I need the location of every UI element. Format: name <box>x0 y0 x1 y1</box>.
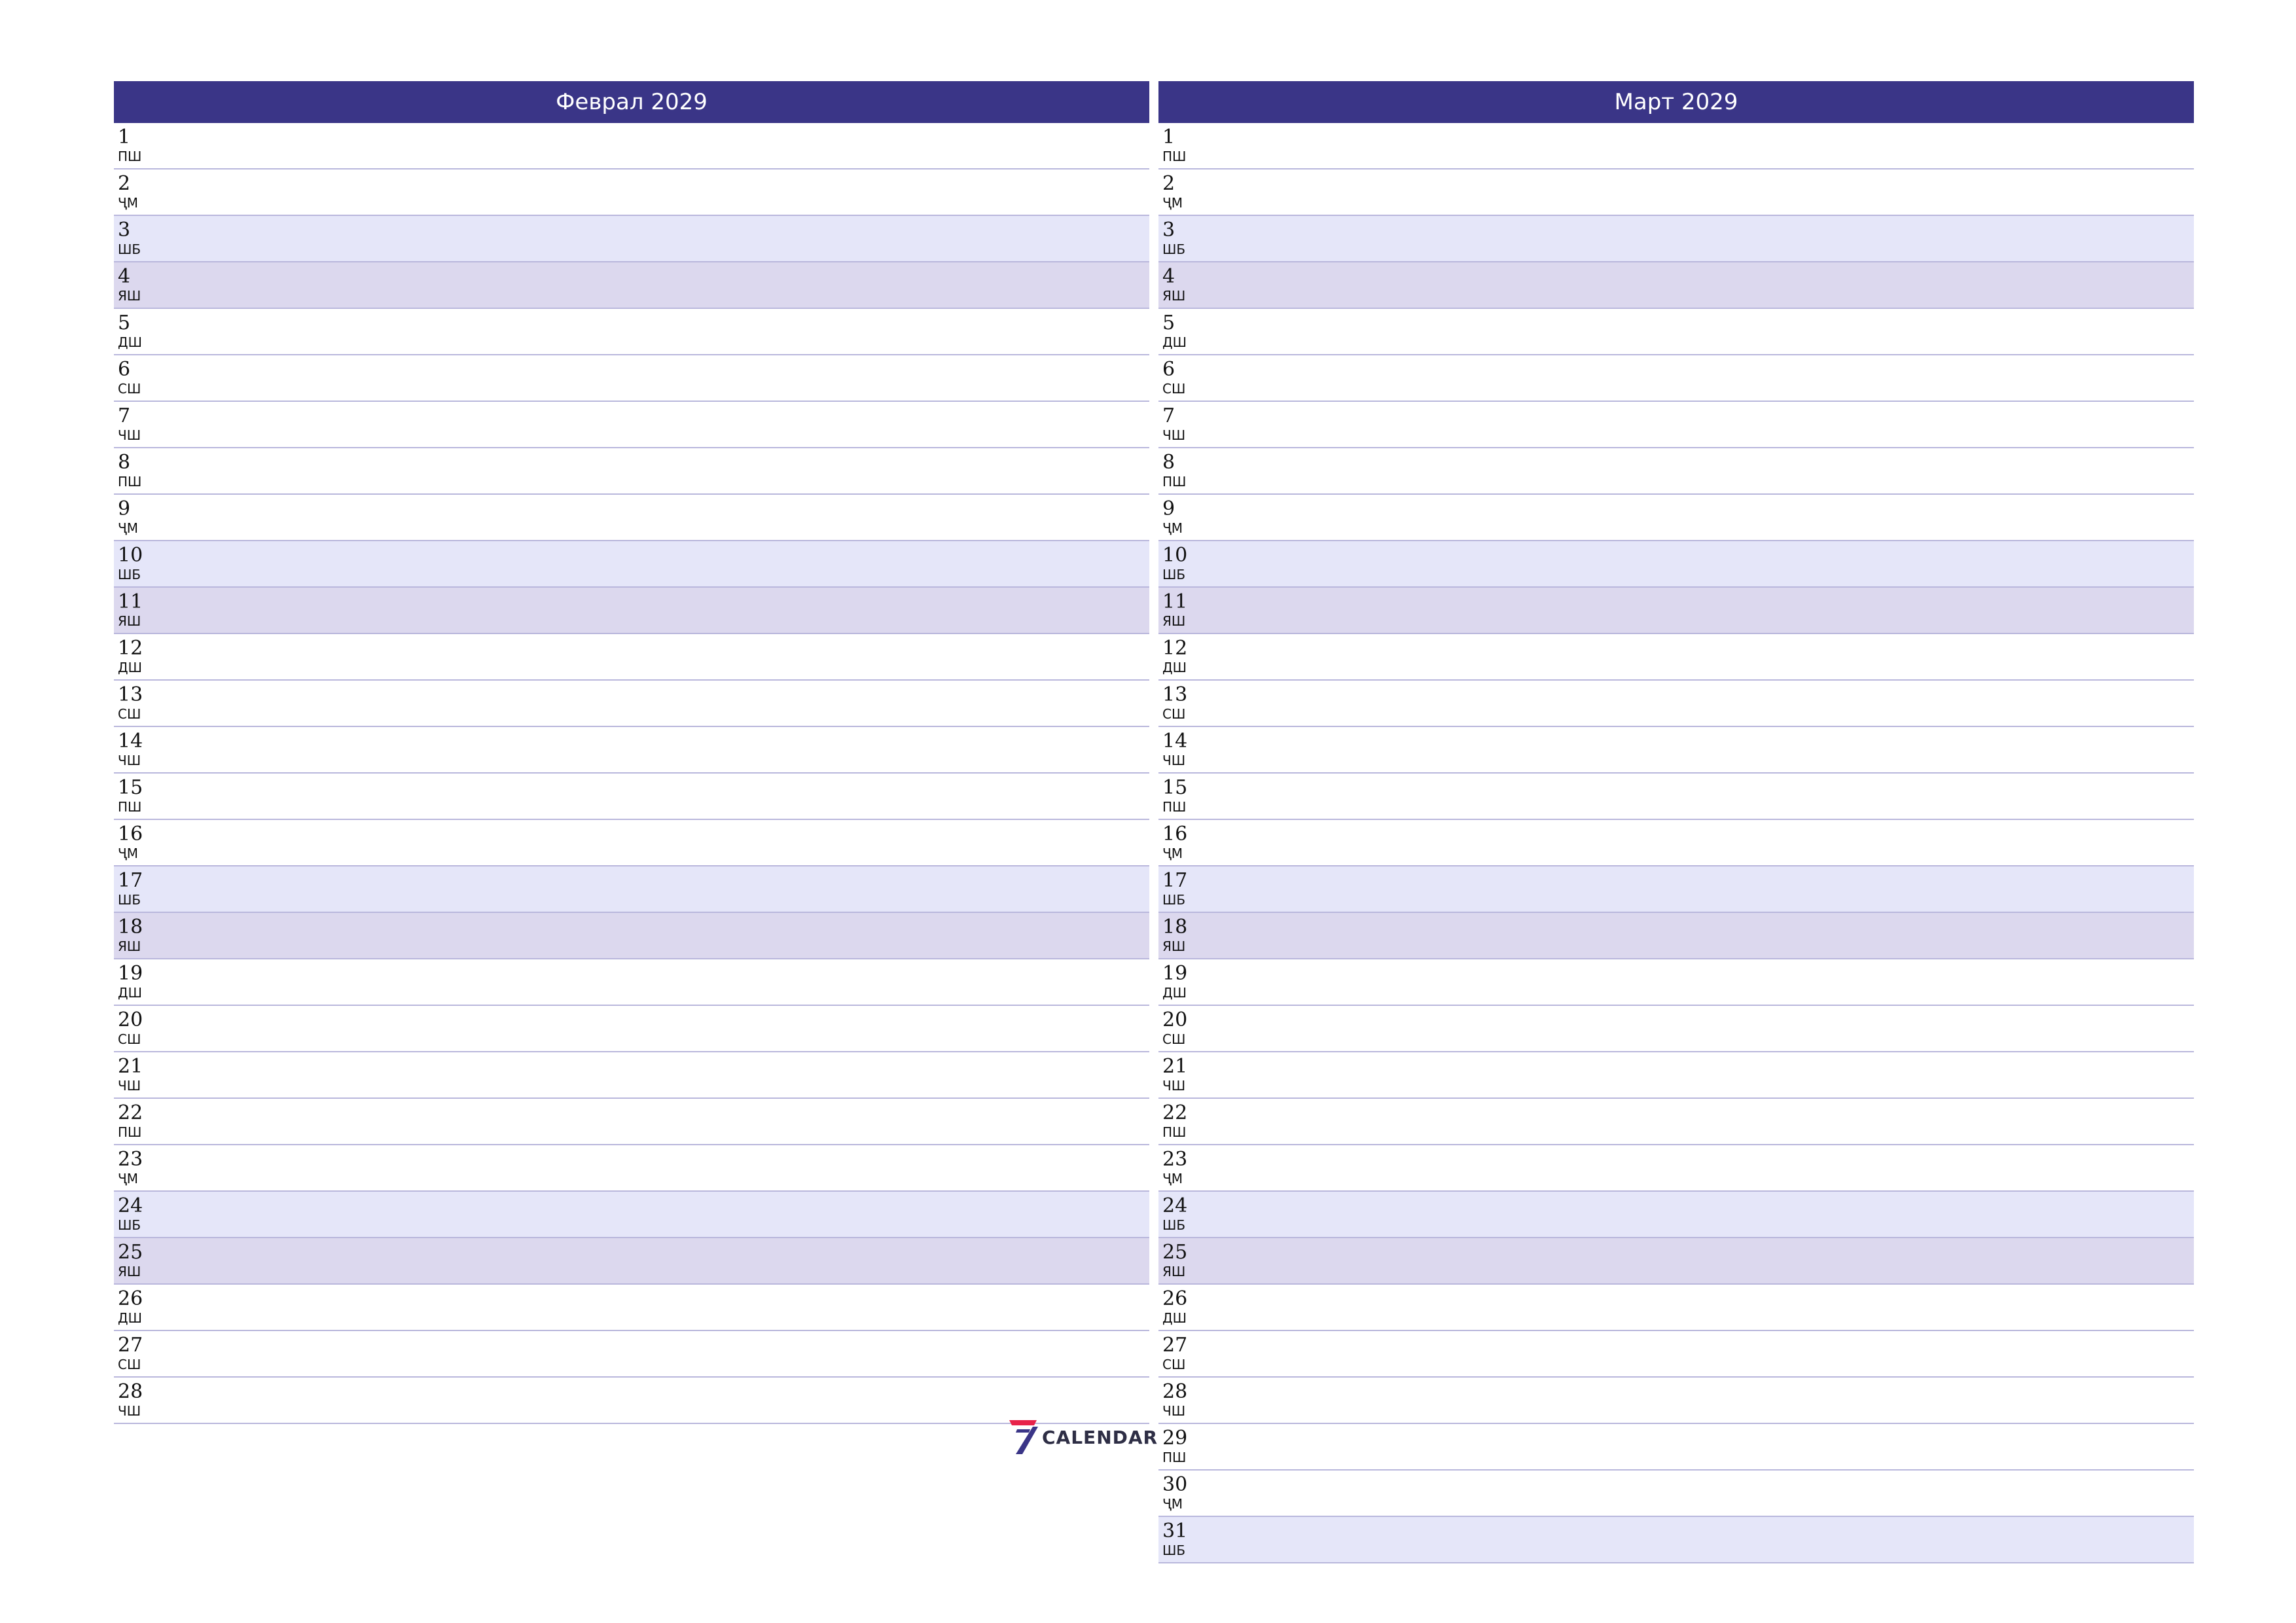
day-row <box>114 216 1149 262</box>
day-row <box>1158 1052 2194 1099</box>
day-number: 20 <box>118 1008 143 1031</box>
day-number: 30 <box>1162 1473 1188 1496</box>
day-row <box>1158 216 2194 262</box>
weekday-abbr: ЧШ <box>118 753 141 768</box>
day-number: 27 <box>118 1334 143 1357</box>
weekday-abbr: ШБ <box>118 241 141 257</box>
day-row <box>1158 1192 2194 1238</box>
day-number: 5 <box>118 312 131 334</box>
day-number: 26 <box>1162 1287 1188 1310</box>
day-row <box>114 1145 1149 1192</box>
day-number: 19 <box>118 962 143 985</box>
weekday-abbr: ПШ <box>1162 149 1187 164</box>
weekday-abbr: ЯШ <box>118 288 141 304</box>
day-row <box>1158 959 2194 1006</box>
day-number: 8 <box>1162 451 1175 474</box>
day-number: 1 <box>1162 126 1175 149</box>
day-number: 29 <box>1162 1427 1188 1450</box>
day-row <box>1158 262 2194 309</box>
day-number: 12 <box>118 637 143 660</box>
day-number: 22 <box>118 1101 143 1124</box>
day-row <box>1158 448 2194 495</box>
day-row <box>1158 913 2194 959</box>
day-number: 16 <box>118 823 143 846</box>
day-number: 25 <box>118 1241 143 1264</box>
day-row <box>1158 1517 2194 1563</box>
day-number: 1 <box>118 126 131 149</box>
day-number: 4 <box>1162 265 1175 288</box>
day-row <box>1158 1285 2194 1331</box>
day-row <box>114 402 1149 448</box>
brand-name: CALENDAR <box>1042 1426 1158 1448</box>
month-title: Март 2029 <box>1158 81 2194 123</box>
weekday-abbr: ҶМ <box>118 846 138 861</box>
day-number: 12 <box>1162 637 1188 660</box>
day-row <box>1158 681 2194 727</box>
day-number: 2 <box>118 172 131 195</box>
weekday-abbr: ҶМ <box>118 520 138 536</box>
day-row <box>1158 541 2194 588</box>
day-number: 19 <box>1162 962 1188 985</box>
day-row <box>1158 727 2194 774</box>
day-number: 6 <box>118 358 131 381</box>
month-title: Феврал 2029 <box>114 81 1149 123</box>
day-number: 15 <box>118 776 143 799</box>
day-row <box>1158 1006 2194 1052</box>
day-row <box>1158 169 2194 216</box>
day-number: 11 <box>1162 590 1188 613</box>
weekday-abbr: ЧШ <box>118 427 141 443</box>
day-number: 9 <box>118 497 131 520</box>
weekday-abbr: ЯШ <box>1162 1264 1186 1279</box>
weekday-abbr: ЧШ <box>1162 753 1186 768</box>
weekday-abbr: ШБ <box>118 1217 141 1233</box>
weekday-abbr: ШБ <box>1162 892 1186 908</box>
weekday-abbr: ЯШ <box>1162 613 1186 629</box>
day-number: 28 <box>118 1380 143 1403</box>
day-list <box>1158 123 2194 1563</box>
day-row <box>114 1099 1149 1145</box>
day-number: 28 <box>1162 1380 1188 1403</box>
day-row <box>114 1238 1149 1285</box>
day-number: 3 <box>1162 219 1175 241</box>
day-number: 13 <box>118 683 143 706</box>
brand-logo <box>1008 1419 1158 1455</box>
day-number: 8 <box>118 451 131 474</box>
day-row <box>114 1052 1149 1099</box>
day-number: 25 <box>1162 1241 1188 1264</box>
day-row <box>114 588 1149 634</box>
day-number: 24 <box>1162 1194 1188 1217</box>
day-number: 21 <box>1162 1055 1188 1078</box>
weekday-abbr: ПШ <box>118 799 142 815</box>
day-row <box>1158 1331 2194 1378</box>
day-number: 26 <box>118 1287 143 1310</box>
day-number: 24 <box>118 1194 143 1217</box>
day-number: 14 <box>1162 730 1188 753</box>
weekday-abbr: ҶМ <box>118 1171 138 1186</box>
day-row <box>114 913 1149 959</box>
day-number: 20 <box>1162 1008 1188 1031</box>
day-number: 17 <box>118 869 143 892</box>
day-number: 5 <box>1162 312 1175 334</box>
day-number: 31 <box>1162 1520 1188 1543</box>
day-number: 11 <box>118 590 143 613</box>
weekday-abbr: СШ <box>1162 706 1186 722</box>
day-number: 10 <box>1162 544 1188 567</box>
day-row <box>1158 402 2194 448</box>
day-row <box>114 495 1149 541</box>
day-row <box>1158 1238 2194 1285</box>
day-number: 16 <box>1162 823 1188 846</box>
weekday-abbr: ПШ <box>1162 1124 1187 1140</box>
day-row <box>114 1285 1149 1331</box>
weekday-abbr: СШ <box>118 1357 141 1372</box>
weekday-abbr: ДШ <box>1162 660 1187 675</box>
day-row <box>1158 820 2194 866</box>
day-number: 15 <box>1162 776 1188 799</box>
seven-logo-icon <box>1008 1419 1038 1455</box>
day-number: 10 <box>118 544 143 567</box>
day-row <box>114 262 1149 309</box>
day-row <box>114 820 1149 866</box>
day-number: 4 <box>118 265 131 288</box>
weekday-abbr: ЯШ <box>1162 288 1186 304</box>
day-number: 2 <box>1162 172 1175 195</box>
weekday-abbr: ПШ <box>118 149 142 164</box>
day-row <box>1158 309 2194 355</box>
month-march <box>1158 81 2194 1563</box>
weekday-abbr: ДШ <box>1162 1310 1187 1326</box>
day-row <box>114 774 1149 820</box>
day-row <box>114 1192 1149 1238</box>
day-number: 22 <box>1162 1101 1188 1124</box>
day-row <box>114 1006 1149 1052</box>
day-number: 21 <box>118 1055 143 1078</box>
day-number: 9 <box>1162 497 1175 520</box>
day-number: 14 <box>118 730 143 753</box>
weekday-abbr: ҶМ <box>118 195 138 211</box>
month-february <box>114 81 1149 1424</box>
weekday-abbr: ЧШ <box>118 1078 141 1094</box>
weekday-abbr: ДШ <box>118 660 143 675</box>
day-row <box>114 309 1149 355</box>
weekday-abbr: ЯШ <box>118 1264 141 1279</box>
day-row <box>114 1378 1149 1424</box>
day-row <box>114 727 1149 774</box>
day-row <box>114 448 1149 495</box>
day-row <box>114 959 1149 1006</box>
day-row <box>114 634 1149 681</box>
day-row <box>1158 1145 2194 1192</box>
day-row <box>114 541 1149 588</box>
weekday-abbr: ЧШ <box>1162 1403 1186 1419</box>
weekday-abbr: ДШ <box>1162 985 1187 1001</box>
weekday-abbr: ПШ <box>1162 799 1187 815</box>
day-row <box>1158 1099 2194 1145</box>
weekday-abbr: ШБ <box>1162 241 1186 257</box>
day-number: 7 <box>1162 404 1175 427</box>
day-number: 17 <box>1162 869 1188 892</box>
day-list <box>114 123 1149 1424</box>
weekday-abbr: ШБ <box>118 567 141 582</box>
weekday-abbr: ШБ <box>1162 1543 1186 1558</box>
weekday-abbr: СШ <box>118 706 141 722</box>
day-number: 23 <box>118 1148 143 1171</box>
day-row <box>1158 634 2194 681</box>
day-number: 7 <box>118 404 131 427</box>
weekday-abbr: ЧШ <box>1162 427 1186 443</box>
day-row <box>1158 495 2194 541</box>
weekday-abbr: СШ <box>118 381 141 397</box>
day-row <box>1158 1471 2194 1517</box>
day-row <box>1158 588 2194 634</box>
weekday-abbr: ҶМ <box>1162 1171 1183 1186</box>
weekday-abbr: ҶМ <box>1162 846 1183 861</box>
weekday-abbr: ШБ <box>1162 567 1186 582</box>
weekday-abbr: ДШ <box>118 1310 143 1326</box>
weekday-abbr: ШБ <box>1162 1217 1186 1233</box>
weekday-abbr: ДШ <box>118 334 143 350</box>
weekday-abbr: ПШ <box>1162 474 1187 490</box>
weekday-abbr: СШ <box>1162 1031 1186 1047</box>
day-number: 27 <box>1162 1334 1188 1357</box>
day-row <box>1158 866 2194 913</box>
day-row <box>114 123 1149 169</box>
day-row <box>114 169 1149 216</box>
weekday-abbr: ҶМ <box>1162 1496 1183 1512</box>
day-row <box>1158 774 2194 820</box>
weekday-abbr: ЧШ <box>1162 1078 1186 1094</box>
weekday-abbr: ҶМ <box>1162 195 1183 211</box>
day-row <box>114 355 1149 402</box>
weekday-abbr: СШ <box>118 1031 141 1047</box>
weekday-abbr: ПШ <box>1162 1450 1187 1465</box>
weekday-abbr: ШБ <box>118 892 141 908</box>
day-row <box>114 1331 1149 1378</box>
weekday-abbr: ҶМ <box>1162 520 1183 536</box>
day-number: 6 <box>1162 358 1175 381</box>
weekday-abbr: ДШ <box>1162 334 1187 350</box>
day-row <box>114 681 1149 727</box>
day-row <box>1158 123 2194 169</box>
day-row <box>1158 1378 2194 1424</box>
weekday-abbr: ЯШ <box>1162 938 1186 954</box>
weekday-abbr: СШ <box>1162 381 1186 397</box>
day-number: 3 <box>118 219 131 241</box>
day-row <box>1158 355 2194 402</box>
weekday-abbr: ПШ <box>118 1124 142 1140</box>
weekday-abbr: ЧШ <box>118 1403 141 1419</box>
weekday-abbr: ДШ <box>118 985 143 1001</box>
weekday-abbr: ЯШ <box>118 613 141 629</box>
day-number: 18 <box>1162 916 1188 938</box>
day-row <box>1158 1424 2194 1471</box>
day-number: 18 <box>118 916 143 938</box>
weekday-abbr: СШ <box>1162 1357 1186 1372</box>
day-row <box>114 866 1149 913</box>
weekday-abbr: ПШ <box>118 474 142 490</box>
day-number: 23 <box>1162 1148 1188 1171</box>
weekday-abbr: ЯШ <box>118 938 141 954</box>
day-number: 13 <box>1162 683 1188 706</box>
